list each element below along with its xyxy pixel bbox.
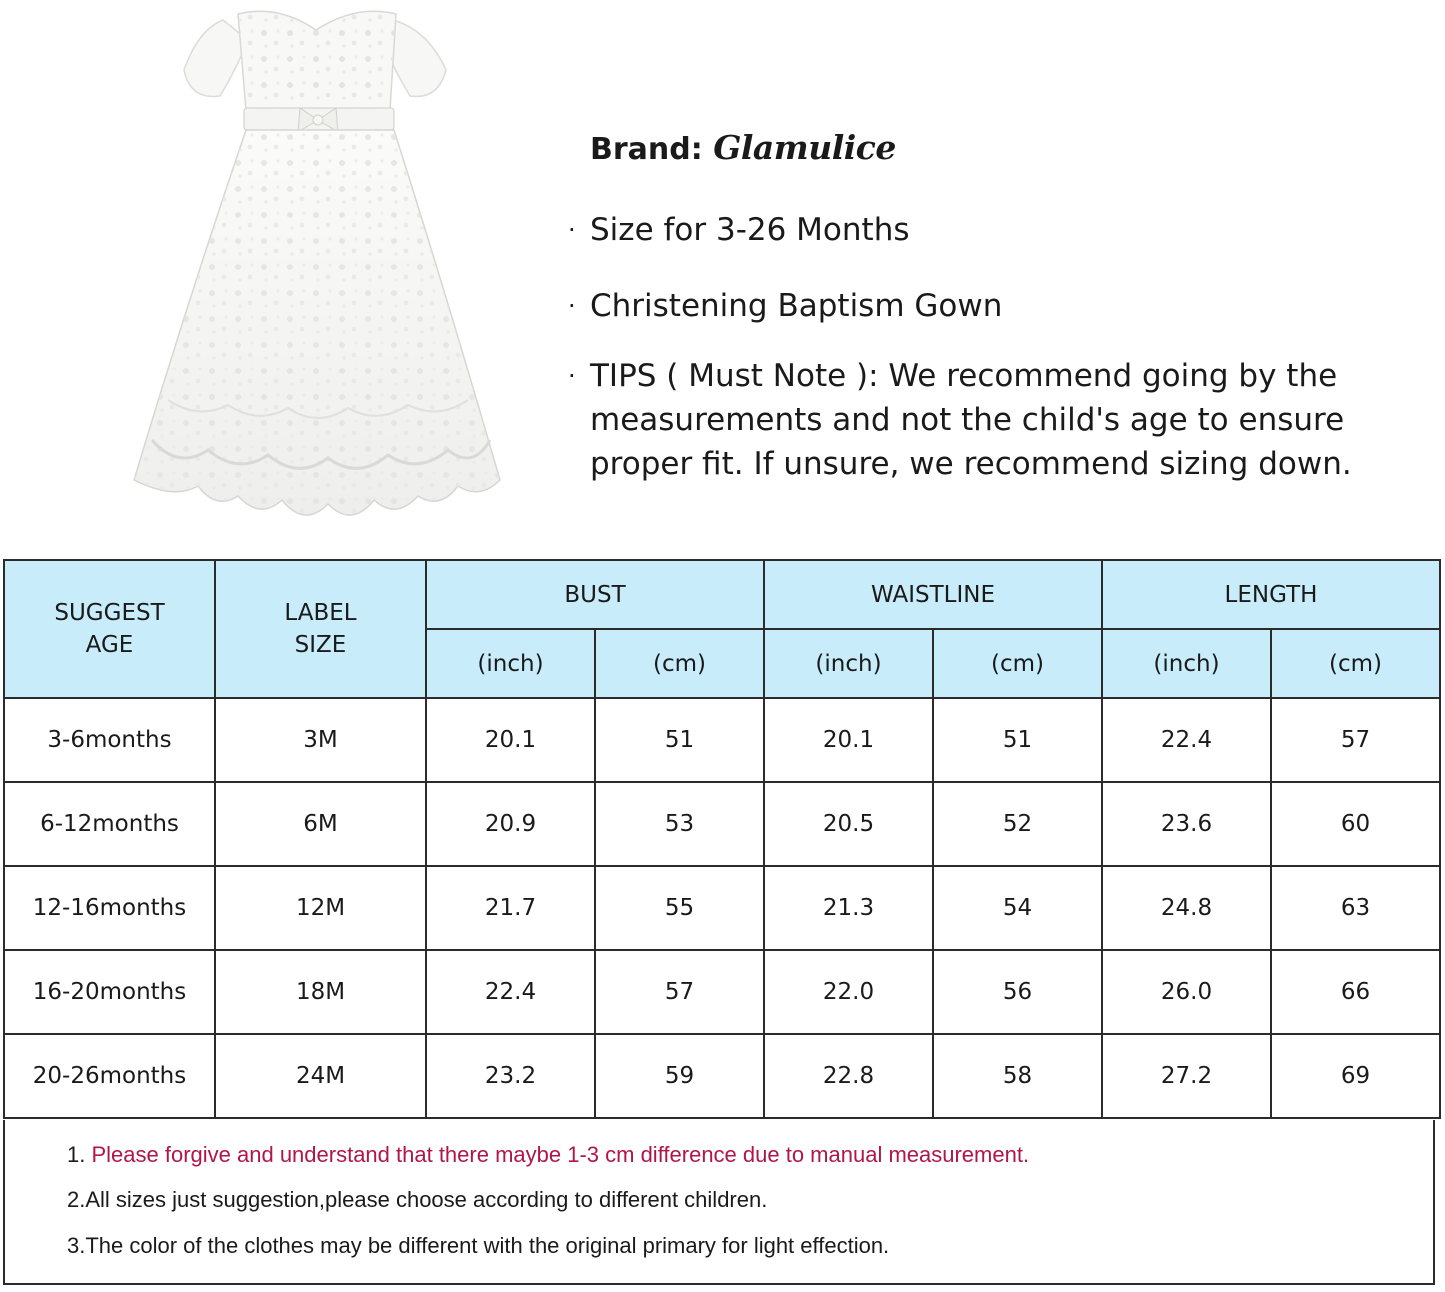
header-suggest-age-line: AGE: [85, 632, 134, 658]
brand-label: Brand:: [590, 132, 703, 167]
cell-waist-cm: 56: [933, 950, 1102, 1034]
note-number: 1.: [67, 1142, 86, 1167]
cell-age: 6-12months: [4, 782, 215, 866]
note-size-suggestion: 2.All sizes just suggestion,please choose according to different children.: [67, 1187, 768, 1212]
cell-length-cm: 66: [1271, 950, 1440, 1034]
cell-bust-cm: 53: [595, 782, 764, 866]
cell-bust-cm: 51: [595, 698, 764, 782]
header-length-inch: (inch): [1102, 629, 1271, 698]
table-row: [4, 698, 1440, 782]
header-label-size-line: SIZE: [294, 632, 347, 658]
header-waistline: WAISTLINE: [764, 560, 1102, 629]
tips-line: proper fit. If unsure, we recommend sizing down.: [590, 446, 1352, 482]
cell-waist-inch: 22.8: [764, 1034, 933, 1118]
bullet-gown: [566, 284, 1002, 328]
header-bust-cm: (cm): [595, 629, 764, 698]
tips-line: measurements and not the child's age to ensure: [590, 402, 1345, 438]
brand-name: Glamulice: [713, 128, 896, 167]
cell-length-inch: 22.4: [1102, 698, 1271, 782]
header-waist-cm: (cm): [933, 629, 1102, 698]
cell-length-inch: 24.8: [1102, 866, 1271, 950]
cell-length-inch: 27.2: [1102, 1034, 1271, 1118]
header-length-cm: (cm): [1271, 629, 1440, 698]
header-label-size: [215, 560, 426, 698]
cell-bust-inch: 23.2: [426, 1034, 595, 1118]
cell-bust-inch: 20.9: [426, 782, 595, 866]
header-bust: BUST: [426, 560, 764, 629]
cell-age: 12-16months: [4, 866, 215, 950]
cell-waist-cm: 58: [933, 1034, 1102, 1118]
table-row: [4, 950, 1440, 1034]
header-length: LENGTH: [1102, 560, 1440, 629]
bullet-dot-icon: ·: [568, 362, 576, 390]
cell-label-size: 12M: [215, 866, 426, 950]
note-color-difference: 3.The color of the clothes may be different with the original primary for light effection.: [67, 1233, 890, 1258]
cell-bust-cm: 57: [595, 950, 764, 1034]
bullet-size: [566, 208, 910, 252]
note-measurement-difference: [67, 1142, 1029, 1168]
table-row: [4, 1034, 1440, 1118]
brand-line: [590, 128, 896, 167]
size-range-text: Size for 3-26 Months: [590, 212, 910, 248]
cell-waist-inch: 21.3: [764, 866, 933, 950]
cell-waist-cm: 54: [933, 866, 1102, 950]
bullet-tips: [566, 354, 1352, 486]
bullet-dot-icon: ·: [568, 216, 576, 244]
size-chart-table: [3, 559, 1441, 1119]
table-row: [4, 866, 1440, 950]
cell-waist-inch: 20.1: [764, 698, 933, 782]
cell-length-inch: 23.6: [1102, 782, 1271, 866]
header-suggest-age: [4, 560, 215, 698]
cell-waist-inch: 20.5: [764, 782, 933, 866]
table-row: [4, 782, 1440, 866]
cell-length-inch: 26.0: [1102, 950, 1271, 1034]
cell-age: 20-26months: [4, 1034, 215, 1118]
cell-bust-cm: 59: [595, 1034, 764, 1118]
cell-bust-inch: 21.7: [426, 866, 595, 950]
header-label-size-line: LABEL: [284, 600, 357, 626]
cell-age: 16-20months: [4, 950, 215, 1034]
header-suggest-age-line: SUGGEST: [54, 600, 165, 626]
tips-text: [590, 354, 1352, 486]
cell-length-cm: 60: [1271, 782, 1440, 866]
cell-label-size: 6M: [215, 782, 426, 866]
cell-bust-inch: 20.1: [426, 698, 595, 782]
cell-length-cm: 63: [1271, 866, 1440, 950]
dress-image: [128, 0, 508, 540]
tips-line: TIPS ( Must Note ): We recommend going by the: [590, 358, 1338, 394]
note-text: Please forgive and understand that there maybe 1-3 cm difference due to manual measurement.: [85, 1142, 1030, 1167]
cell-label-size: 18M: [215, 950, 426, 1034]
cell-bust-cm: 55: [595, 866, 764, 950]
gown-type-text: Christening Baptism Gown: [590, 288, 1003, 324]
header-waist-inch: (inch): [764, 629, 933, 698]
cell-waist-inch: 22.0: [764, 950, 933, 1034]
cell-length-cm: 57: [1271, 698, 1440, 782]
cell-age: 3-6months: [4, 698, 215, 782]
bullet-dot-icon: ·: [568, 292, 576, 320]
cell-waist-cm: 51: [933, 698, 1102, 782]
cell-length-cm: 69: [1271, 1034, 1440, 1118]
notes-box: [3, 1120, 1435, 1285]
header-bust-inch: (inch): [426, 629, 595, 698]
cell-label-size: 24M: [215, 1034, 426, 1118]
cell-bust-inch: 22.4: [426, 950, 595, 1034]
cell-waist-cm: 52: [933, 782, 1102, 866]
cell-label-size: 3M: [215, 698, 426, 782]
